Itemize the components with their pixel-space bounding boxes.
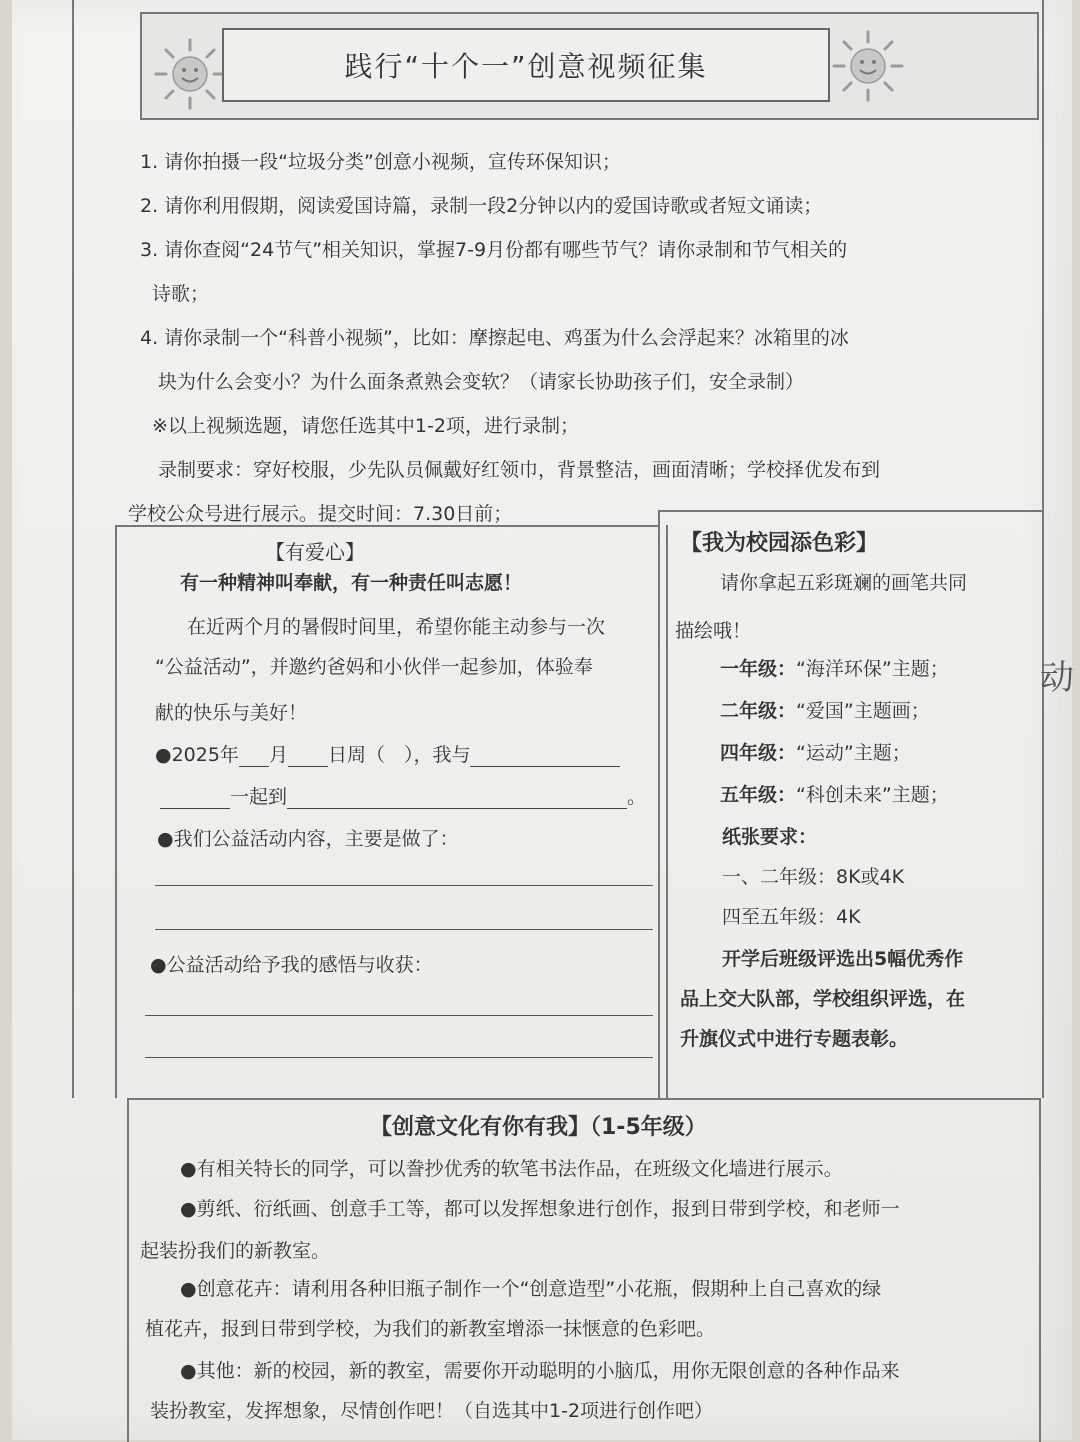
recording-requirements: 录制要求：穿好校服，少先队员佩戴好红领巾，背景整洁，画面清晰；学校择优发布到 <box>158 459 881 481</box>
activity-date-row <box>155 740 620 767</box>
day-weekday-label: 日周（ ），我与 <box>327 744 471 766</box>
culture-item-flowers-cont: 植花卉，报到日带到学校，为我们的新教室增添一抹惬意的色彩吧。 <box>145 1318 716 1340</box>
submission-deadline: 学校公众号进行展示。提交时间：7.30日前； <box>128 503 513 525</box>
video-item-4: 4. 请你录制一个“科普小视频”，比如：摩擦起电、鸡蛋为什么会浮起来？冰箱里的冰 <box>140 327 849 349</box>
culture-heading: 【创意文化有你有我】（1-5年级） <box>370 1115 707 1140</box>
together-label: 一起到 <box>230 786 288 808</box>
paper-requirement-1: 一、二年级：8K或4K <box>722 866 905 888</box>
love-heading: 【有爱心】 <box>265 540 365 564</box>
grade-2-theme <box>720 696 930 723</box>
grade-1-theme-text: “海洋环保”主题； <box>796 658 949 680</box>
sun-icon-right <box>830 28 906 104</box>
content-answer-line-1[interactable] <box>155 885 653 886</box>
video-item-3: 3. 请你查阅“24节气”相关知识，掌握7-9月份都有哪些节气？请你录制和节气相关的 <box>140 239 848 261</box>
love-intro-line-2: “公益活动”，并邀约爸妈和小伙伴一起参加，体验奉 <box>155 656 593 678</box>
grade-1-theme <box>720 654 949 681</box>
sun-icon-left <box>152 36 228 112</box>
culture-item-flowers: ●创意花卉：请利用各种旧瓶子制作一个“创意造型”小花瓶，假期种上自己喜欢的绿 <box>180 1278 882 1300</box>
paper-requirement-2: 四至五年级：4K <box>722 906 861 928</box>
divider-line <box>658 510 660 1098</box>
margin-handwriting: 动 <box>1040 658 1074 698</box>
love-intro-line-1: 在近两个月的暑假时间里，希望你能主动参与一次 <box>187 616 606 638</box>
grade-5-theme-text: “科创未来”主题； <box>796 784 949 806</box>
activity-content-label: ●我们公益活动内容，主要是做了： <box>157 828 459 850</box>
divider-line <box>115 525 660 527</box>
color-intro-line-1: 请你拿起五彩斑斓的画笔共同 <box>720 572 968 594</box>
end-mark: 。 <box>627 786 647 808</box>
companion-blank[interactable] <box>470 766 620 767</box>
video-item-4-cont: 块为什么会变小？为什么面条煮熟会变软？（请家长协助孩子们，安全录制） <box>158 371 805 393</box>
paper-requirement-label: 纸张要求： <box>722 826 818 848</box>
grade-4-theme <box>720 738 911 765</box>
culture-box <box>127 1098 1041 1442</box>
color-intro-line-2: 描绘哦！ <box>675 620 752 642</box>
video-topic-list <box>128 140 1040 536</box>
grade-5-label: 五年级： <box>720 784 797 806</box>
culture-item-other: ●其他：新的校园，新的教室，需要你开动聪明的小脑瓜，用你无限创意的各种作品来 <box>180 1360 900 1382</box>
gain-answer-line-1[interactable] <box>145 1015 653 1016</box>
video-note: ※以上视频选题，请您任选其中1-2项，进行录制； <box>152 415 579 437</box>
grade-4-theme-text: “运动”主题； <box>796 742 911 764</box>
day-blank[interactable] <box>288 766 328 767</box>
color-heading: 【我为校园添色彩】 <box>680 531 879 556</box>
year-label: ●2025年 <box>155 744 239 766</box>
divider-line <box>666 525 668 1098</box>
love-slogan: 有一种精神叫奉献，有一种责任叫志愿！ <box>180 572 523 594</box>
grade-2-theme-text: “爱国”主题画； <box>796 700 930 722</box>
love-intro-line-3: 献的快乐与美好！ <box>155 702 308 724</box>
culture-item-calligraphy: ●有相关特长的同学，可以誊抄优秀的软笔书法作品，在班级文化墙进行展示。 <box>180 1158 843 1180</box>
month-label: 月 <box>268 744 288 766</box>
divider-line <box>115 525 117 1098</box>
grade-1-label: 一年级： <box>720 658 797 680</box>
video-item-2: 2. 请你利用假期，阅读爱国诗篇，录制一段2分钟以内的爱国诗歌或者短文诵读； <box>140 195 823 217</box>
month-blank[interactable] <box>239 766 269 767</box>
selection-note-line-3: 升旗仪式中进行专题表彰。 <box>680 1028 909 1050</box>
culture-item-papercraft: ●剪纸、衍纸画、创意手工等，都可以发挥想象进行创作，报到日带到学校，和老师一 <box>180 1198 900 1220</box>
grade-5-theme <box>720 780 949 807</box>
grade-2-label: 二年级： <box>720 700 797 722</box>
culture-item-other-cont: 装扮教室，发挥想象，尽情创作吧！（自选其中1-2项进行创作吧） <box>150 1400 714 1422</box>
selection-note-line-1: 开学后班级评选出5幅优秀作 <box>722 948 964 970</box>
place-blank[interactable] <box>287 808 627 809</box>
companion-blank-cont[interactable] <box>160 808 230 809</box>
content-answer-line-2[interactable] <box>155 929 653 930</box>
gain-answer-line-2[interactable] <box>145 1057 653 1058</box>
activity-place-row <box>160 782 646 809</box>
divider-line <box>658 510 1043 512</box>
page-title: 践行“十个一”创意视频征集 <box>222 28 830 102</box>
video-item-3-cont: 诗歌； <box>152 283 210 305</box>
activity-gain-label: ●公益活动给予我的感悟与收获： <box>150 954 433 976</box>
video-item-1: 1. 请你拍摄一段“垃圾分类”创意小视频，宣传环保知识； <box>140 151 621 173</box>
grade-4-label: 四年级： <box>720 742 797 764</box>
culture-item-papercraft-cont: 起装扮我们的新教室。 <box>140 1240 331 1262</box>
selection-note-line-2: 品上交大队部，学校组织评选，在 <box>680 988 966 1010</box>
